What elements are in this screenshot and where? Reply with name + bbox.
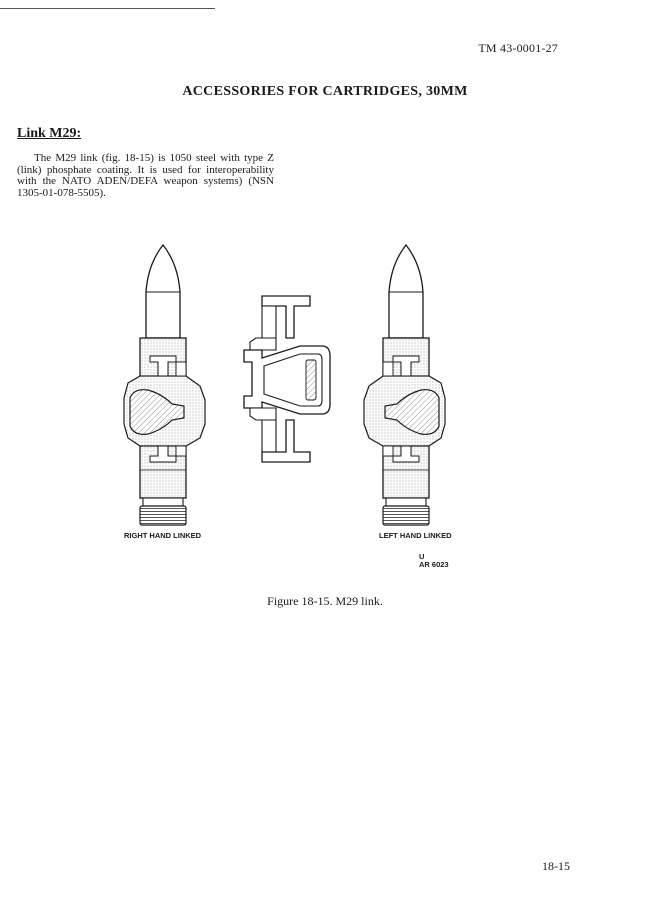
figure-code-label [419,553,449,569]
classification-mark: U [419,552,425,561]
section-heading: Link M29: [17,126,82,141]
right-hand-linked-cartridge [124,245,205,525]
left-hand-linked-cartridge [364,245,445,525]
right-hand-linked-label: RIGHT HAND LINKED [124,531,202,540]
figure-code: AR 6023 [419,560,449,569]
figure-caption: Figure 18-15. M29 link. [267,594,383,608]
body-paragraph: The M29 link (fig. 18-15) is 1050 steel with type Z (link) phosphate coating. It is used for interoperability with the NATO ADEN/DEFA weapon systems) (NSN 1305-01-078-5505). [17,152,274,199]
page-number: 18-15 [542,859,570,873]
m29-link-detail [244,296,330,462]
document-number: TM 43-0001-27 [478,41,558,55]
page-title: ACCESSORIES FOR CARTRIDGES, 30MM [182,84,468,99]
left-hand-linked-label: LEFT HAND LINKED [379,531,452,540]
